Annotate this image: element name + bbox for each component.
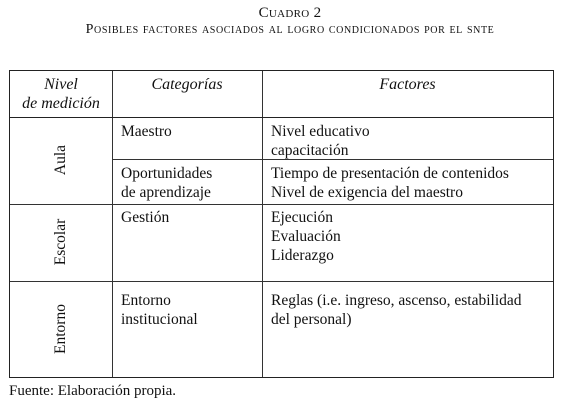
- nivel-entorno: Entorno: [52, 304, 69, 354]
- row-divider-escolar: [10, 281, 553, 282]
- header-nivel-line1: Nivel: [44, 76, 78, 93]
- categoria-line: Oportunidades: [121, 165, 213, 182]
- header-nivel-line2: de medición: [22, 95, 100, 112]
- factor-line: del personal): [271, 311, 352, 328]
- categoria-line: de aprendizaje: [121, 184, 211, 201]
- nivel-aula: Aula: [52, 144, 69, 176]
- table-caption-title: Cuadro 2: [258, 5, 322, 21]
- header-nivel: [10, 75, 112, 113]
- factores-entorno: [271, 291, 522, 329]
- factor-line: Ejecución: [271, 209, 333, 226]
- factores-oportunidades: [271, 164, 509, 202]
- factor-line: Liderazgo: [271, 247, 334, 264]
- factores-gestion: [271, 208, 341, 265]
- categoria-line: Maestro: [121, 123, 172, 140]
- row-divider-aula: [10, 204, 553, 205]
- categoria-line: institucional: [121, 311, 198, 328]
- nivel-escolar: Escolar: [52, 218, 69, 266]
- categoria-gestion: [121, 208, 169, 227]
- categoria-maestro: [121, 122, 172, 141]
- categoria-line: Entorno: [121, 292, 171, 309]
- factor-line: Nivel educativo: [271, 123, 370, 140]
- factor-line: capacitación: [271, 142, 349, 159]
- header-divider: [10, 117, 553, 118]
- factor-line: Nivel de exigencia del maestro: [271, 184, 463, 201]
- factor-line: Tiempo de presentación de contenidos: [271, 165, 509, 182]
- header-categorias: Categorías: [151, 76, 223, 93]
- table-caption-subtitle: Posibles factores asociados al logro condicionados por el snte: [85, 22, 495, 37]
- factores-maestro: [271, 122, 370, 160]
- factor-line: Reglas (i.e. ingreso, ascenso, estabilidad: [271, 292, 522, 309]
- source-footnote: Fuente: Elaboración propia.: [9, 383, 177, 399]
- factors-table: [9, 70, 554, 378]
- categoria-oportunidades: [121, 164, 212, 202]
- header-factores: Factores: [379, 76, 436, 93]
- categoria-line: Gestión: [121, 209, 170, 226]
- factor-line: Evaluación: [271, 228, 341, 245]
- categoria-entorno: [121, 291, 198, 329]
